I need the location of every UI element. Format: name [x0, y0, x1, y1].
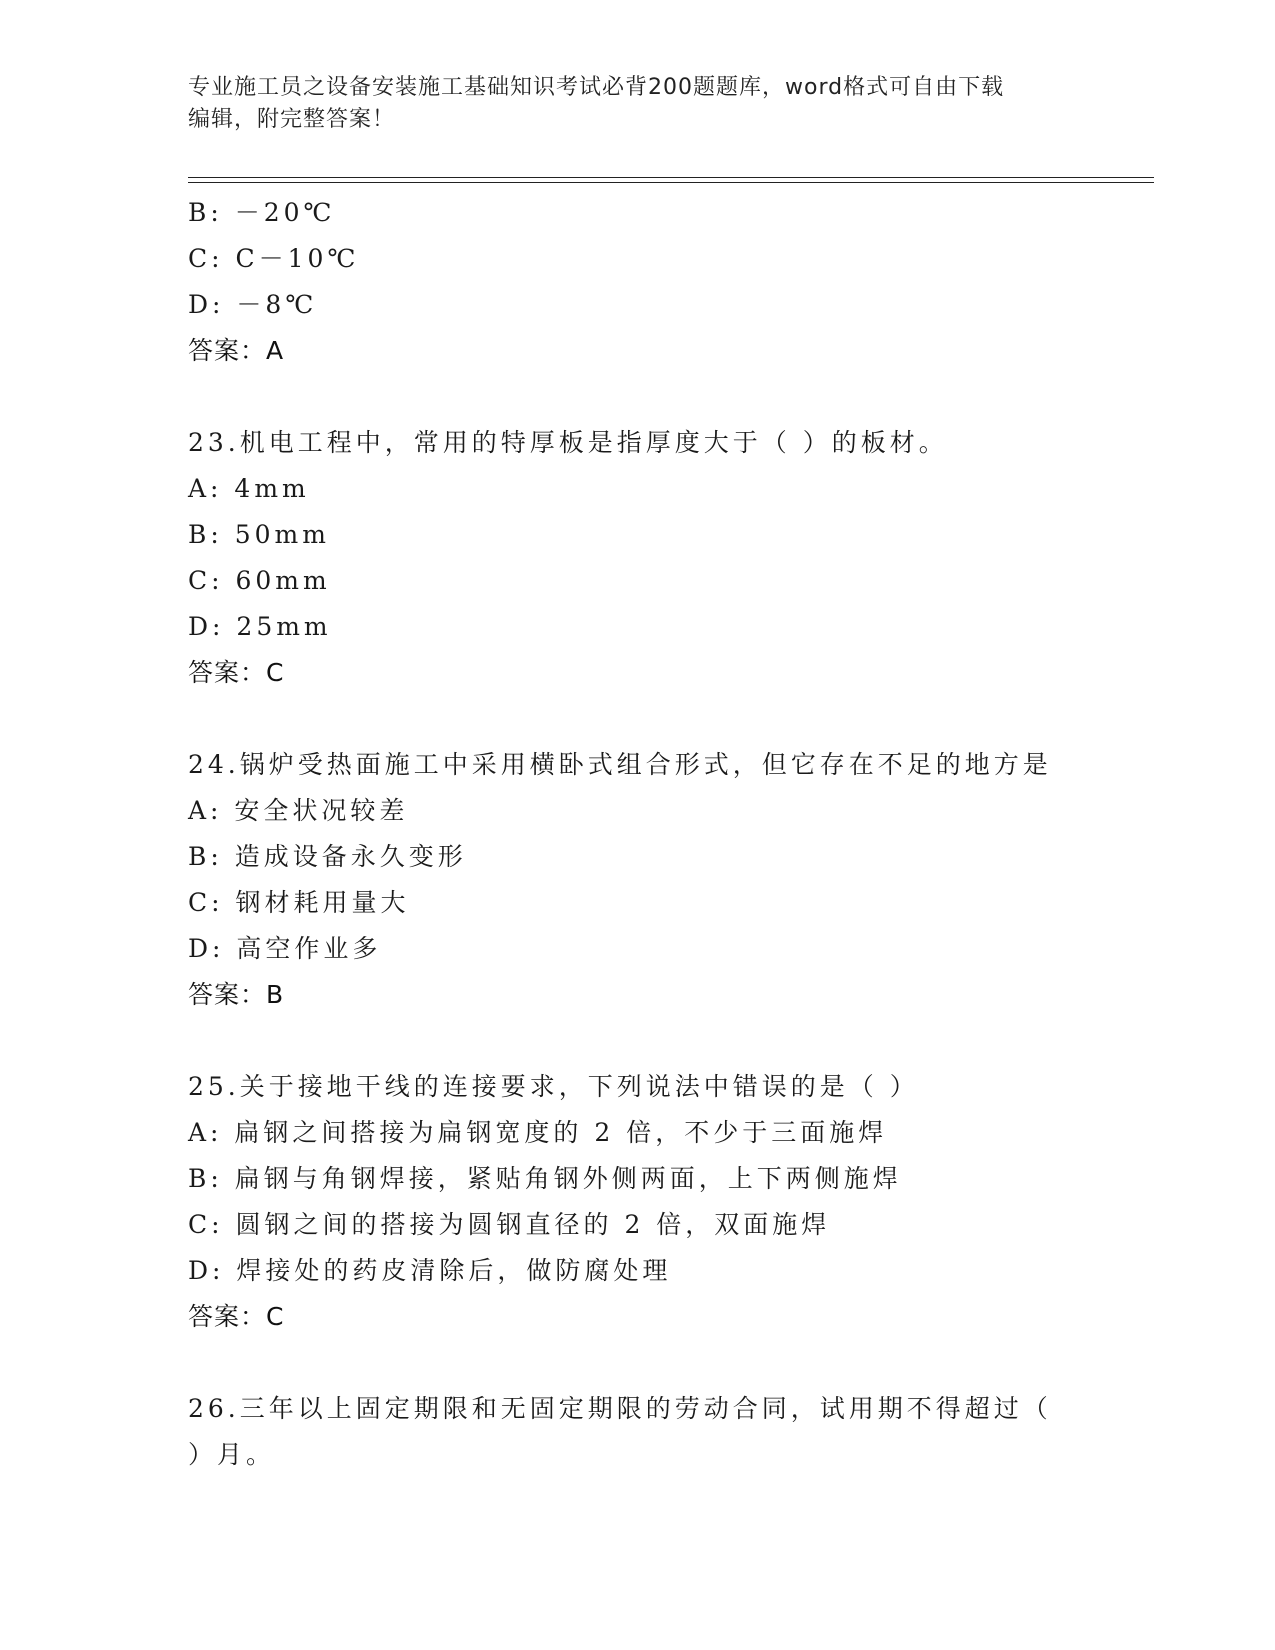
spacer: [188, 374, 1148, 420]
option-a: A: 4mm: [188, 474, 310, 503]
question-stem: 23.机电工程中，常用的特厚板是指厚度大于（ ）的板材。: [188, 428, 948, 457]
question-24: [188, 742, 1148, 1018]
question-stem: 25.关于接地干线的连接要求，下列说法中错误的是（ ）: [188, 1072, 919, 1101]
option-a: A: 安全状况较差: [188, 796, 409, 825]
option-d: D: 焊接处的药皮清除后，做防腐处理: [188, 1256, 672, 1285]
option-c: C: 钢材耗用量大: [188, 888, 410, 917]
option-d: D: －8℃: [188, 290, 318, 319]
option-a: A: 扁钢之间搭接为扁钢宽度的 2 倍，不少于三面施焊: [188, 1118, 888, 1147]
option-b: B: 造成设备永久变形: [188, 842, 467, 871]
option-d: D: 25mm: [188, 612, 332, 641]
answer-line: 答案：B: [188, 980, 285, 1009]
answer-line: 答案：C: [188, 1302, 285, 1331]
question-stem-line-1: 26.三年以上固定期限和无固定期限的劳动合同，试用期不得超过（: [188, 1394, 1052, 1423]
spacer: [188, 1340, 1148, 1386]
header-line-1: 专业施工员之设备安装施工基础知识考试必背200题题库，word格式可自由下载: [188, 75, 1005, 100]
option-d: D: 高空作业多: [188, 934, 382, 963]
question-23: [188, 420, 1148, 696]
answer-line: 答案：C: [188, 658, 285, 687]
option-c: C: 圆钢之间的搭接为圆钢直径的 2 倍，双面施焊: [188, 1210, 831, 1239]
option-b: B: 50mm: [188, 520, 330, 549]
question-25: [188, 1064, 1148, 1340]
option-b: B: －20℃: [188, 198, 336, 227]
header-line-2: 编辑，附完整答案！: [188, 107, 396, 132]
spacer: [188, 696, 1148, 742]
answer-line: 答案：A: [188, 336, 285, 365]
question-stem-line-2: ）月。: [188, 1440, 276, 1469]
document-body: [188, 190, 1148, 1478]
spacer: [188, 1018, 1148, 1064]
question-26: [188, 1386, 1148, 1478]
option-c: C: 60mm: [188, 566, 331, 595]
option-c: C: C－10℃: [188, 244, 360, 273]
header-divider-bottom: [188, 182, 1154, 183]
document-header: [188, 72, 1068, 136]
question-22-tail: [188, 190, 1148, 374]
header-divider-top: [188, 177, 1154, 178]
option-b: B: 扁钢与角钢焊接，紧贴角钢外侧两面，上下两侧施焊: [188, 1164, 902, 1193]
question-stem: 24.锅炉受热面施工中采用横卧式组合形式，但它存在不足的地方是: [188, 750, 1052, 779]
